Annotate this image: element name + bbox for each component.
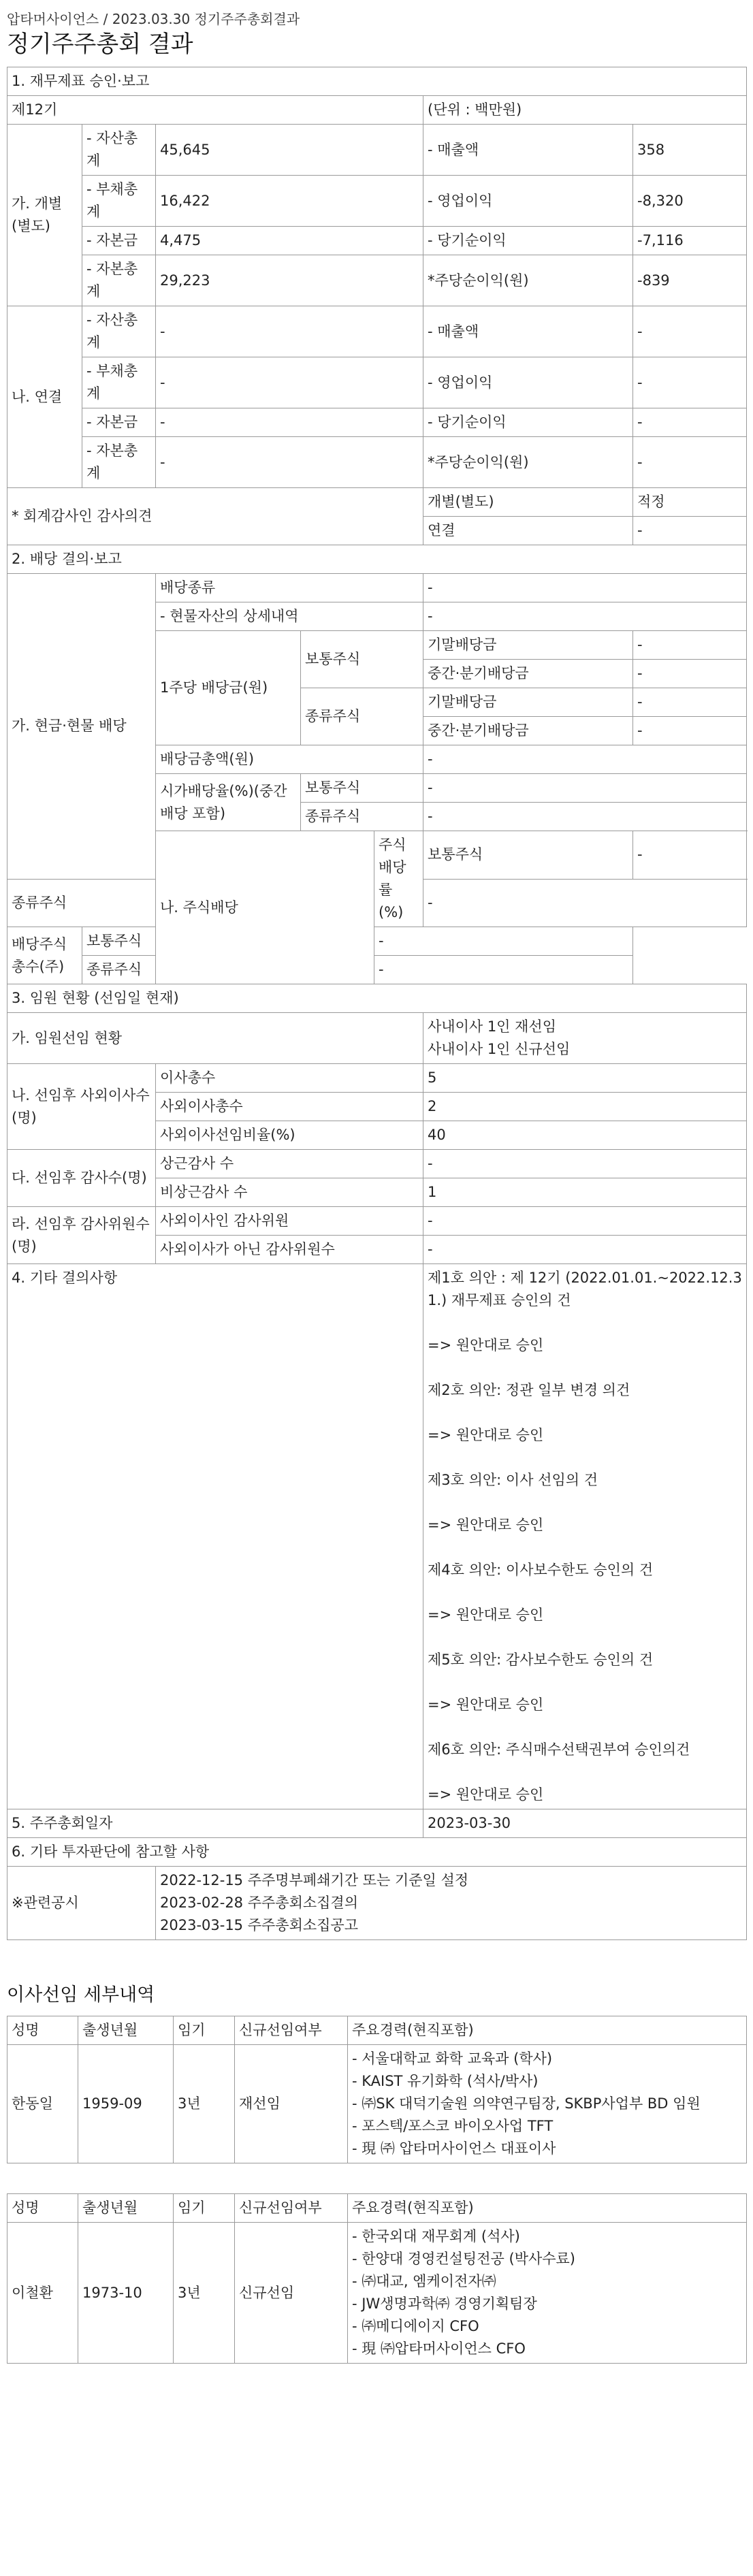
- inkind-detail-value: -: [423, 602, 747, 631]
- committee-nonoutside-value: -: [423, 1236, 747, 1264]
- executive-birth: 1973-10: [78, 2223, 174, 2364]
- audit-opinion-label: * 회계감사인 감사의견: [7, 488, 423, 545]
- agenda-line: 제4호 의안: 이사보수한도 승인의 건: [428, 1562, 654, 1578]
- appointment-status: [423, 1013, 747, 1064]
- committee-outside-label: 사외이사인 감사위원: [156, 1207, 423, 1236]
- career-item: - JW생명과학㈜ 경영기획팀장: [352, 2296, 537, 2312]
- sep-eps: -839: [633, 255, 747, 306]
- nonfull-auditor-label: 비상근감사 수: [156, 1178, 423, 1207]
- agenda-line: => 원안대로 승인: [428, 1337, 544, 1353]
- agenda-line: [428, 1581, 742, 1604]
- inkind-detail-label: - 현물자산의 상세내역: [156, 602, 423, 631]
- sep-total-liabilities: 16,422: [156, 176, 423, 227]
- agenda-line: [428, 1357, 742, 1379]
- cash-dividend-label: 가. 현금·현물 배당: [7, 574, 156, 880]
- executive-name: 한동일: [7, 2045, 78, 2163]
- preferred-yearend-value: -: [633, 688, 747, 717]
- outside-count-label: 사외이사총수: [156, 1093, 423, 1121]
- directors-total-label: 이사총수: [156, 1064, 423, 1093]
- sep-capital: 4,475: [156, 227, 423, 255]
- row-label: - 영업이익: [423, 176, 633, 227]
- stock-total-label: 배당주식총수(주): [7, 927, 82, 984]
- header-name: 성명: [7, 2194, 78, 2223]
- common-interim-value: -: [633, 660, 747, 688]
- breadcrumb: 압타머사이언스 / 2023.03.30 정기주주총회결과: [7, 11, 300, 27]
- outside-count-value: 2: [423, 1093, 747, 1121]
- executive-career: [348, 2223, 747, 2364]
- row-label: - 자본총계: [82, 437, 156, 488]
- section-1-title: 1. 재무제표 승인·보고: [7, 67, 747, 96]
- page-title: 정기주주총회 결과: [7, 31, 193, 58]
- agenda-line: [428, 1536, 742, 1559]
- header-term: 임기: [174, 2194, 235, 2223]
- stock-rate-common-value: -: [633, 831, 747, 880]
- agenda-list: [423, 1264, 747, 1809]
- stock-rate-label: 주식배당률 (%): [374, 831, 423, 927]
- con-net-income: -: [633, 408, 747, 437]
- agenda-line: => 원안대로 승인: [428, 1786, 544, 1803]
- agenda-line: [428, 1761, 742, 1784]
- agenda-line: [428, 1492, 742, 1514]
- yield-common-value: -: [423, 774, 747, 803]
- executive-status: 재선임: [235, 2045, 348, 2163]
- header-career: 주요경력(현직포함): [348, 2194, 747, 2223]
- career-item: - 現 ㈜ 압타머사이언스 대표이사: [352, 2140, 556, 2157]
- section-2-title: 2. 배당 결의·보고: [7, 545, 747, 574]
- committee-outside-value: -: [423, 1207, 747, 1236]
- results-table: [7, 67, 747, 1940]
- sep-operating-income: -8,320: [633, 176, 747, 227]
- section-6-title: 6. 기타 투자판단에 참고할 사항: [7, 1838, 747, 1867]
- header-term: 임기: [174, 2016, 235, 2045]
- audit-separate-value: 적정: [633, 488, 747, 517]
- common-stock-label: 보통주식: [82, 927, 301, 956]
- per-share-label: 1주당 배당금(원): [156, 631, 301, 745]
- section-4-title: 4. 기타 결의사항: [7, 1264, 423, 1809]
- audit-separate-label: 개별(별도): [423, 488, 633, 517]
- outside-directors-label: 나. 선임후 사외이사수(명): [7, 1064, 156, 1150]
- appointment-line: 사내이사 1인 신규선임: [428, 1041, 571, 1057]
- career-item: - 포스텍/포스코 바이오사업 TFT: [352, 2118, 554, 2134]
- executive-term: 3년: [174, 2223, 235, 2364]
- related-disclosure-item: 2022-12-15 주주명부폐쇄기간 또는 기준일 설정: [160, 1872, 469, 1888]
- yearend-label: 기말배당금: [423, 631, 633, 660]
- executive-table-1: [7, 2016, 747, 2163]
- executive-term: 3년: [174, 2045, 235, 2163]
- separate-label: 가. 개별(별도): [7, 125, 82, 306]
- consolidated-label: 나. 연결: [7, 306, 82, 488]
- agenda-line: [428, 1626, 742, 1649]
- agenda-line: 제5호 의안: 감사보수한도 승인의 건: [428, 1652, 654, 1668]
- row-label: - 자산총계: [82, 125, 156, 176]
- career-item: - 서울대학교 화학 교육과 (학사): [352, 2050, 553, 2067]
- con-capital: -: [156, 408, 423, 437]
- sep-total-equity: 29,223: [156, 255, 423, 306]
- con-revenue: -: [633, 306, 747, 357]
- related-disclosure-item: 2023-03-15 주주총회소집공고: [160, 1917, 359, 1933]
- related-disclosure-label: ※관련공시: [7, 1867, 156, 1940]
- row-label: - 자본금: [82, 227, 156, 255]
- outside-ratio-value: 40: [423, 1121, 747, 1150]
- preferred-interim-value: -: [633, 717, 747, 745]
- header-name: 성명: [7, 2016, 78, 2045]
- outside-ratio-label: 사외이사선임비율(%): [156, 1121, 423, 1150]
- appointment-line: 사내이사 1인 재선임: [428, 1018, 556, 1035]
- con-total-equity: -: [156, 437, 423, 488]
- preferred-stock-label: 종류주식: [7, 879, 156, 927]
- executive-status: 신규선임: [235, 2223, 348, 2364]
- dividend-total-value: -: [423, 745, 747, 774]
- header-status: 신규선임여부: [235, 2016, 348, 2045]
- con-operating-income: -: [633, 357, 747, 408]
- row-label: *주당순이익(원): [423, 255, 633, 306]
- common-stock-label: 보통주식: [301, 774, 423, 803]
- agenda-line: [428, 1716, 742, 1739]
- fulltime-auditor-value: -: [423, 1150, 747, 1178]
- yield-preferred-value: -: [423, 803, 747, 831]
- stock-dividend-label: 나. 주식배당: [156, 831, 374, 984]
- unit-label: (단위 : 백만원): [423, 96, 747, 125]
- appointment-label: 가. 임원선임 현황: [7, 1013, 423, 1064]
- related-disclosure-list: [156, 1867, 747, 1940]
- audit-consolidated-label: 연결: [423, 517, 633, 545]
- fiscal-period: 제12기: [7, 96, 423, 125]
- agenda-line: 제1호 의안 : 제 12기 (2022.01.01.~2022.12.31.) 재무제표 승인의 건: [428, 1270, 742, 1308]
- common-stock-label: 보통주식: [301, 631, 423, 688]
- agenda-line: => 원안대로 승인: [428, 1517, 544, 1533]
- row-label: *주당순이익(원): [423, 437, 633, 488]
- executive-career: [348, 2045, 747, 2163]
- header-birth: 출생년월: [78, 2194, 174, 2223]
- stock-total-common-value: -: [374, 927, 633, 956]
- header-career: 주요경력(현직포함): [348, 2016, 747, 2045]
- dividend-type-value: -: [423, 574, 747, 602]
- row-label: - 당기순이익: [423, 408, 633, 437]
- section-3-title: 3. 임원 현황 (선임일 현재): [7, 984, 747, 1013]
- dividend-total-label: 배당금총액(원): [156, 745, 423, 774]
- executive-details-title: 이사선임 세부내역: [7, 1984, 155, 2006]
- agenda-line: [428, 1402, 742, 1424]
- agenda-line: => 원안대로 승인: [428, 1607, 544, 1623]
- directors-total-value: 5: [423, 1064, 747, 1093]
- audit-consolidated-value: -: [633, 517, 747, 545]
- nonfull-auditor-value: 1: [423, 1178, 747, 1207]
- agenda-line: => 원안대로 승인: [428, 1427, 544, 1443]
- career-item: - 한국외대 재무회계 (석사): [352, 2228, 520, 2244]
- section-5-title: 5. 주주총회일자: [7, 1809, 423, 1838]
- yield-label: 시가배당율(%)(중간배당 포함): [156, 774, 301, 831]
- career-item: - 한양대 경영컨설팅전공 (박사수료): [352, 2251, 575, 2267]
- con-eps: -: [633, 437, 747, 488]
- row-label: - 자본금: [82, 408, 156, 437]
- audit-committee-label: 라. 선임후 감사위원수(명): [7, 1207, 156, 1264]
- agenda-line: [428, 1447, 742, 1469]
- career-item: - ㈜대교, 엠케이전자㈜: [352, 2273, 496, 2289]
- agenda-line: [428, 1312, 742, 1334]
- row-label: - 영업이익: [423, 357, 633, 408]
- row-label: - 자본총계: [82, 255, 156, 306]
- preferred-stock-label: 종류주식: [82, 956, 301, 984]
- header-status: 신규선임여부: [235, 2194, 348, 2223]
- agenda-line: 제3호 의안: 이사 선임의 건: [428, 1472, 598, 1488]
- sep-revenue: 358: [633, 125, 747, 176]
- fulltime-auditor-label: 상근감사 수: [156, 1150, 423, 1178]
- con-total-liabilities: -: [156, 357, 423, 408]
- executive-birth: 1959-09: [78, 2045, 174, 2163]
- sep-total-assets: 45,645: [156, 125, 423, 176]
- header-birth: 출생년월: [78, 2016, 174, 2045]
- related-disclosure-item: 2023-02-28 주주총회소집결의: [160, 1895, 359, 1911]
- common-yearend-value: -: [633, 631, 747, 660]
- agenda-line: => 원안대로 승인: [428, 1696, 544, 1713]
- executive-table-2: [7, 2193, 747, 2364]
- dividend-type-label: 배당종류: [156, 574, 423, 602]
- row-label: - 부채총계: [82, 357, 156, 408]
- career-item: - ㈜메디에이지 CFO: [352, 2318, 479, 2334]
- interim-label: 중간·분기배당금: [423, 717, 633, 745]
- common-stock-label: 보통주식: [423, 831, 633, 880]
- career-item: - ㈜SK 대덕기술원 의약연구팀장, SKBP사업부 BD 임원: [352, 2095, 701, 2112]
- executive-name: 이철환: [7, 2223, 78, 2364]
- row-label: - 매출액: [423, 125, 633, 176]
- committee-nonoutside-label: 사외이사가 아닌 감사위원수: [156, 1236, 423, 1264]
- stock-total-preferred-value: -: [374, 956, 633, 984]
- con-total-assets: -: [156, 306, 423, 357]
- agenda-line: 제2호 의안: 정관 일부 변경 의건: [428, 1382, 630, 1398]
- meeting-date: 2023-03-30: [423, 1809, 747, 1838]
- yearend-label: 기말배당금: [423, 688, 633, 717]
- row-label: - 당기순이익: [423, 227, 633, 255]
- career-item: - KAIST 유기화학 (석사/박사): [352, 2073, 539, 2089]
- preferred-stock-label: 종류주식: [301, 803, 423, 831]
- sep-net-income: -7,116: [633, 227, 747, 255]
- row-label: - 매출액: [423, 306, 633, 357]
- interim-label: 중간·분기배당금: [423, 660, 633, 688]
- agenda-line: [428, 1671, 742, 1694]
- career-item: - 現 ㈜압타머사이언스 CFO: [352, 2340, 526, 2357]
- agenda-line: 제6호 의안: 주식매수선택권부여 승인의건: [428, 1741, 690, 1758]
- auditors-label: 다. 선임후 감사수(명): [7, 1150, 156, 1207]
- row-label: - 부채총계: [82, 176, 156, 227]
- preferred-stock-label: 종류주식: [301, 688, 423, 745]
- row-label: - 자산총계: [82, 306, 156, 357]
- stock-rate-preferred-value: -: [423, 879, 747, 927]
